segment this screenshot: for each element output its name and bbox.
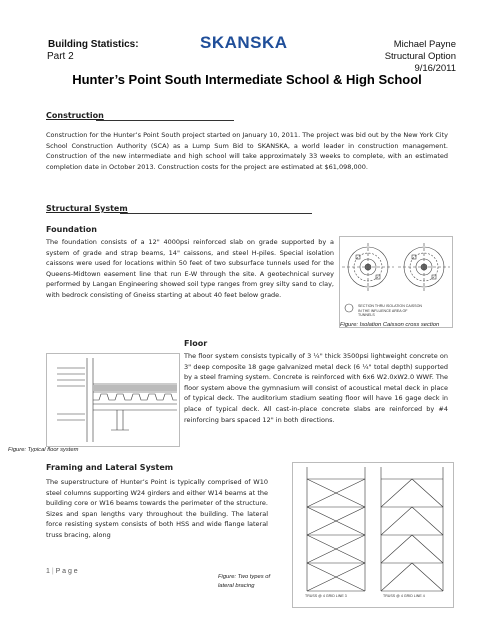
floor-paragraph: The floor system consists typically of 3 ¼" thick 3500psi lightweight concrete on 3" deep composite 18 gage galvanized metal deck (6 ¼" total depth) supported by a steel framing system. Concrete is reinforced with 6x6 W2.0xW2.0 WWF. The floor system above the gymnasium will consist of acoustical metal deck in place of typical deck. The auditorium stadium seating floor will have 16 gage deck in place of typical deck. All cast-in-place concrete slabs are reinforced by #4 reinforcing bars spaced 12" in both directions. xyxy=(184,352,448,424)
skanska-logo: SKANSKA xyxy=(200,33,288,52)
floor-figure-caption: Figure: Typical floor system xyxy=(8,447,79,453)
construction-heading-rule xyxy=(96,120,234,121)
floor-heading: Floor xyxy=(184,339,208,348)
author-name: Michael Payne xyxy=(393,39,456,50)
bracing-figure-caption xyxy=(218,573,270,591)
framing-heading: Framing and Lateral System xyxy=(46,463,174,472)
typical-floor-figure xyxy=(46,353,180,447)
page-footer xyxy=(46,568,78,575)
footer-separator: | xyxy=(49,568,56,575)
truss-elevation-drawing xyxy=(293,463,453,607)
document-title: Hunter’s Point South Intermediate School & High School xyxy=(72,72,422,87)
truss-label-grid-3: TRUSS @ 4 GRID LINE 3 xyxy=(305,594,347,598)
caisson-figure-caption: Figure: Isolation Caisson cross section xyxy=(340,322,440,328)
structural-system-heading: Structural System xyxy=(46,204,128,213)
framing-paragraph: The superstructure of Hunter’s Point is typically comprised of W10 steel columns supporting W24 girders and either W14 beams at the building core or W16 beams towards the perimeter of the structure. Sizes and span lengths vary throughout the building. The lateral force resisting system consists of both HSS and wide flange lateral truss bracing, along xyxy=(46,478,268,539)
foundation-heading: Foundation xyxy=(46,225,97,234)
header-date: 9/16/2011 xyxy=(414,63,456,74)
author-option: Structural Option xyxy=(384,51,456,62)
construction-paragraph: Construction for the Hunter’s Point South project started on January 10, 2011. The project was bid out by the New York City School Construction Authority (SCA) as a Lump Sum Bid to SKANSKA, a world leader in construction management. Construction of the new intermediate and high school will take approximately 33 weeks to complete, with an estimated completion date in October 2013. Construction costs for the project are estimated at $61,098,000. xyxy=(46,131,448,171)
floor-section-drawing xyxy=(47,354,179,446)
structural-heading-rule xyxy=(120,213,312,214)
isolation-caisson-figure xyxy=(339,236,453,328)
page-number: 1 xyxy=(46,568,50,575)
header-part: Part 2 xyxy=(47,51,74,62)
foundation-paragraph: The foundation consists of a 12" 4000psi reinforced slab on grade supported by a system of grade and strap beams, 14" caissons, and steel H-piles. Special isolation caissons were used for locations within 50 feet of two subsurface tunnels used for the Queens-Midtown easement line that run E-W through the site. A geotechnical survey performed by Langan Engineering showed soil type ranges from grey silty sand to clay, with bedrock consisting of Gneiss starting at about 40 feet below grade. xyxy=(46,238,334,299)
bracing-caption-line-1: Figure: Two types of xyxy=(218,574,271,580)
truss-label-grid-4: TRUSS @ 4 GRID LINE 4 xyxy=(383,594,425,598)
bracing-caption-line-2: lateral bracing xyxy=(218,583,255,589)
header-title: Building Statistics: xyxy=(48,39,139,50)
construction-heading: Construction xyxy=(46,111,104,120)
lateral-bracing-figure xyxy=(292,462,454,608)
page-word: P a g e xyxy=(55,568,78,575)
header-author-block xyxy=(385,39,456,75)
caisson-figure-note: SECTION THRU ISOLATION CAISSON IN THE INFLUENCE AREA OF TUNNELS xyxy=(358,304,422,318)
